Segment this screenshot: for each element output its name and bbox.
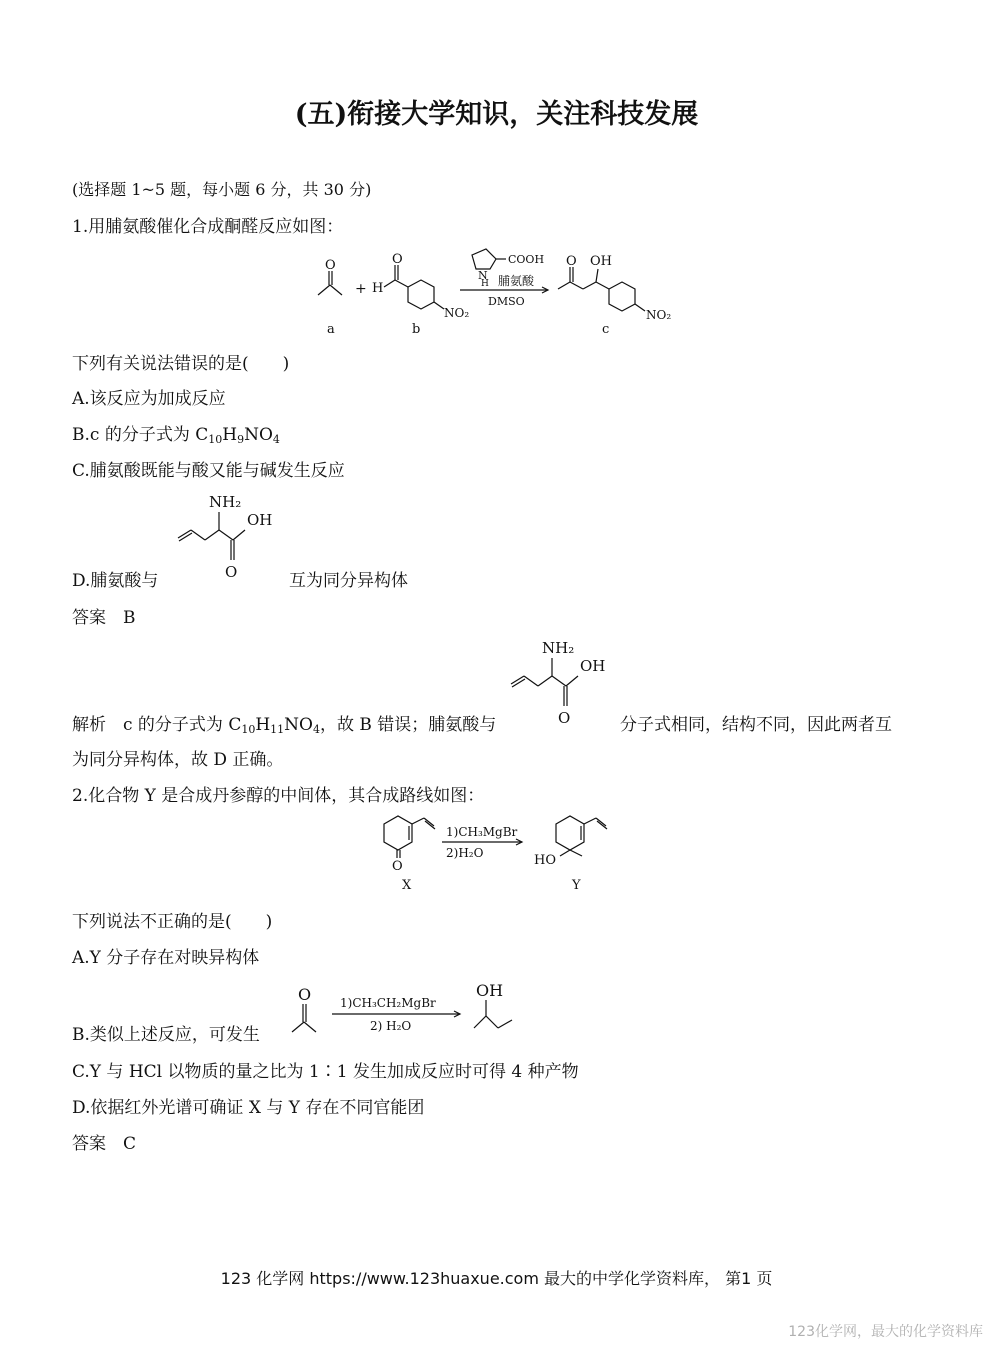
aldehyde-h: H [372,281,384,296]
q2-option-c: C.Y 与 HCl 以物质的量之比为 1∶1 发生加成反应时可得 4 种产物 [72,1062,579,1082]
q1-analysis-line2: 为同分异构体，故 D 正确。 [72,750,284,770]
x-carbonyl-o: O [392,859,403,874]
q2-answer: 答案 C [72,1134,137,1154]
product-oh: OH [590,254,612,269]
o-label: O [225,563,238,581]
b-step1-reagent: 1)CH₃CH₂MgBr [340,996,436,1010]
label-c: c [602,322,610,337]
step2-reagent: 2)H₂O [446,846,484,860]
q1-option-b: B.c 的分子式为 $C_{10}H_9NO_4$ [72,425,280,446]
nitrobenzaldehyde-structure [384,265,444,309]
section-intro: (选择题 1~5 题，每小题 6 分，共 30 分) [72,180,372,199]
q1-option-d-prefix: D.脯氨酸与 [72,571,159,591]
step1-reagent: 1)CH₃MgBr [446,825,518,839]
nitro-group-c: NO₂ [646,308,672,322]
analysis-oh-label: OH [580,657,606,675]
q2-stem: 2.化合物 Y 是合成丹参醇的中间体，其合成路线如图： [72,786,485,806]
oh-label: OH [247,511,273,529]
option-b-reaction-scheme [290,980,530,1045]
q1-question: 下列有关说法错误的是( ) [72,354,290,374]
nh2-label: NH₂ [209,493,242,511]
label-x: X [402,878,412,893]
q1-answer: 答案 B [72,608,136,628]
solvent-label: DMSO [488,295,525,308]
acetone-structure [318,271,342,295]
aldehyde-o: O [392,252,403,267]
q1-stem: 1.用脯氨酸催化合成酮醛反应如图： [72,217,344,237]
label-a: a [327,322,335,337]
q1-option-c: C.脯氨酸既能与酸又能与碱发生反应 [72,461,345,481]
q1-reaction-scheme [300,245,700,345]
acetone-o: O [325,258,336,273]
page-title: (五)衔接大学知识，关注科技发展 [294,99,699,130]
compound-y-structure [556,816,607,856]
q2-question: 下列说法不正确的是( ) [72,912,273,932]
catalyst-label: 脯氨酸 [498,274,535,288]
product-o: O [566,254,577,269]
cooh-label: COOH [508,253,545,266]
q2-option-a: A.Y 分子存在对映异构体 [72,948,260,968]
q2-option-d: D.依据红外光谱可确证 X 与 Y 存在不同官能团 [72,1098,425,1118]
proline-nh: H [481,279,489,289]
label-y: Y [572,878,581,893]
q2-option-b-prefix: B.类似上述反应，可发生 [72,1025,260,1045]
proline-n: N [478,269,488,282]
q1-option-d-suffix: 互为同分异构体 [289,571,408,591]
analysis-nh2-label: NH₂ [542,639,575,657]
watermark: 123化学网，最大的化学资料库 [788,1324,983,1340]
page-footer: 123 化学网 https://www.123huaxue.com 最大的中学化学资料库， 第1 页 [220,1269,773,1288]
b-step2-reagent: 2) H₂O [370,1019,412,1033]
analysis-o-label: O [558,709,571,727]
y-hydroxyl-ho: HO [534,853,556,868]
b-product-oh: OH [476,981,504,1000]
analysis-structure [508,636,618,726]
acetone-o-b: O [298,985,312,1004]
plus-sign: + [355,281,367,297]
product-c-structure [558,267,645,311]
q1-analysis-suffix: 分子式相同，结构不同，因此两者互 [620,715,892,735]
nitro-group-b: NO₂ [444,306,470,320]
compound-x-structure [384,816,435,858]
label-b: b [412,322,421,337]
q1-option-a: A.该反应为加成反应 [72,389,226,409]
q1-analysis: 解析 c 的分子式为 $C_{10}H_{11}NO_4$，故 B 错误；脯氨酸与 [72,715,497,736]
q2-reaction-scheme [370,812,630,897]
option-d-structure [175,490,285,580]
